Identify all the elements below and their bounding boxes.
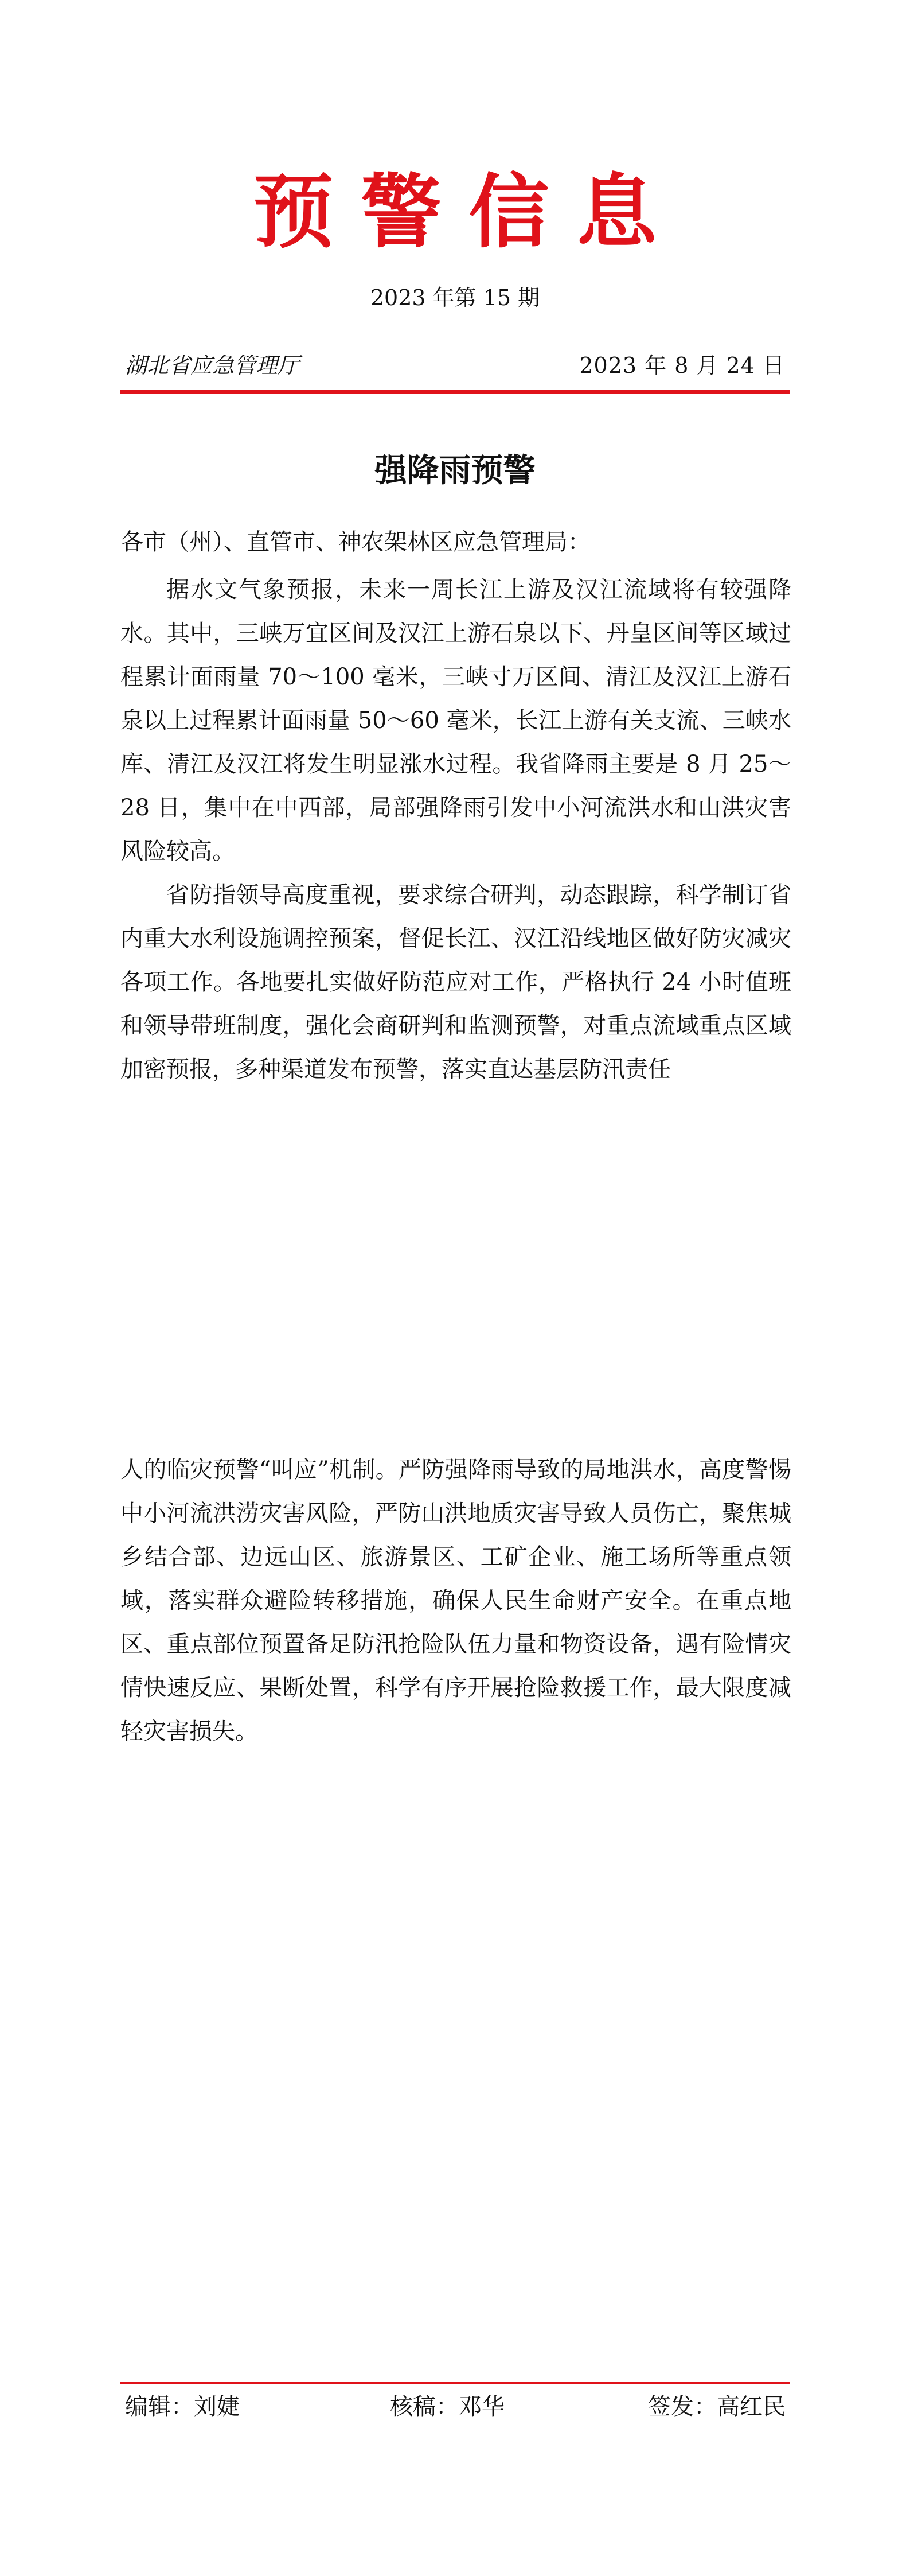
paragraph-measures-part-2: 人的临灾预警“叫应”机制。严防强降雨导致的局地洪水，高度警惕中小河流洪涝灾害风险，严防山洪地质灾害导致人员伤亡，聚焦城乡结合部、边远山区、旅游景区、工矿企业、施工场所等重点领域，落实群众避险转移措施，确保人民生命财产安全。在重点地区、重点部位预置备足防汛抢险队伍力量和物资设备，遇有险情灾情快速反应、果断处置，科学有序开展抢险救援工作，最大限度减轻灾害损失。 xyxy=(120,1457,791,1745)
footer-divider xyxy=(120,2382,790,2384)
body-block-upper xyxy=(120,568,791,1091)
footer-row xyxy=(120,2390,790,2424)
issuer-name: 湖北省应急管理厅 xyxy=(125,353,300,378)
issuer-row xyxy=(120,351,790,380)
masthead-title: 预警信息 xyxy=(253,165,685,259)
issue-number: 2023 年第 15 期 xyxy=(370,285,540,310)
body-block-lower xyxy=(120,1448,791,1753)
editor-credit: 编辑：刘婕 xyxy=(125,2394,240,2420)
paragraph-forecast: 据水文气象预报，未来一周长江上游及汉江流域将有较强降水。其中，三峡万宜区间及汉江上游石泉以下、丹皇区间等区域过程累计面雨量 70～100 毫米，三峡寸万区间、清江及汉江上游石泉以上过程累计面雨量 50～60 毫米，长江上游有关支流、三峡水库、清江及汉江将发生明显涨水过程。我省降雨主要是 8 月 25～28 日，集中在中西部，局部强降雨引发中小河流洪水和山洪灾害风险较高。 xyxy=(120,577,791,865)
document-title: 强降雨预警 xyxy=(374,452,536,489)
issue-date: 2023 年 8 月 24 日 xyxy=(579,353,785,378)
paragraph-measures-part-1: 省防指领导高度重视，要求综合研判，动态跟踪，科学制订省内重大水利设施调控预案，督促长江、汉江沿线地区做好防灾减灾各项工作。各地要扎实做好防范应对工作，严格执行 24 小时值班和领导带班制度，强化会商研判和监测预警，对重点流域重点区域加密预报，多种渠道发布预警，落实直达基层防汛责任 xyxy=(120,882,791,1083)
signer-credit: 签发：高红民 xyxy=(648,2394,786,2420)
header-divider xyxy=(120,390,790,394)
reviewer-credit: 核稿：邓华 xyxy=(390,2394,505,2420)
salutation: 各市（州）、直管市、神农架林区应急管理局： xyxy=(120,529,591,555)
